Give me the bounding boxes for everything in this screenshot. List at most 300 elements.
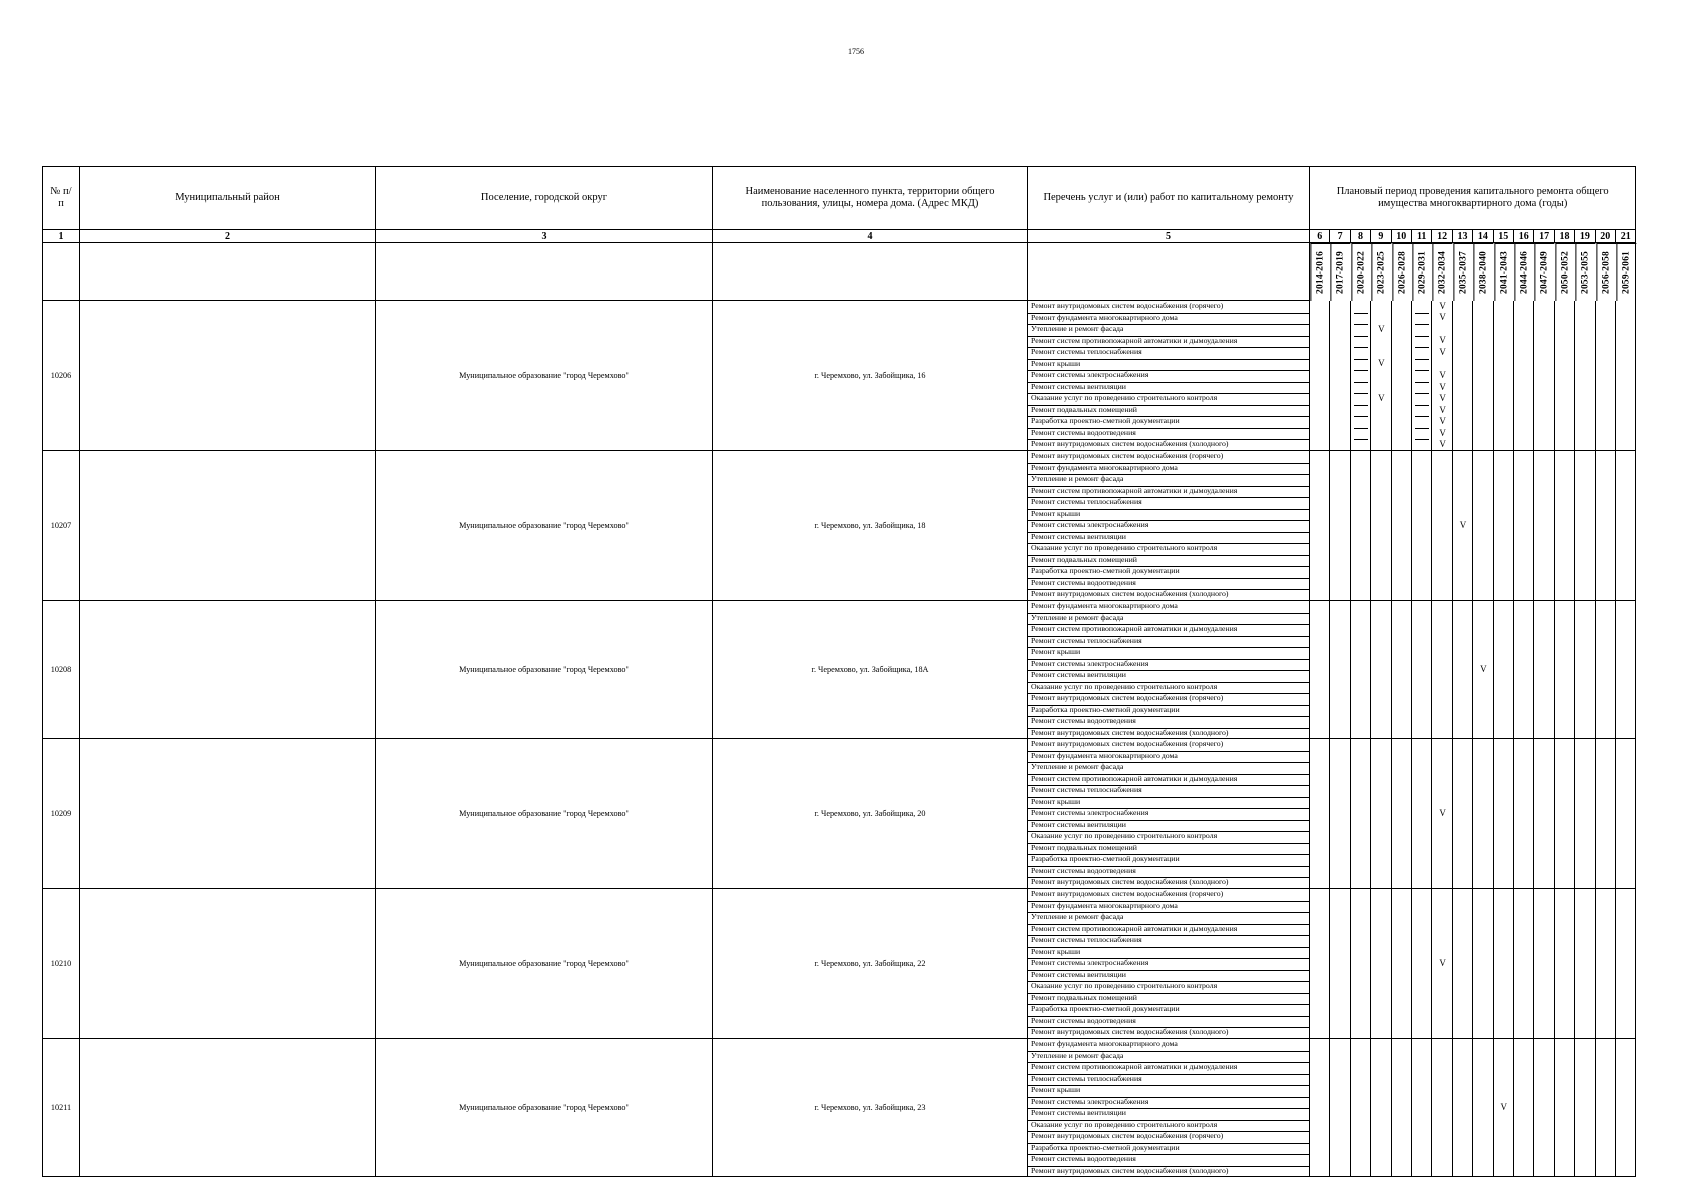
mark-divider: [1354, 382, 1368, 383]
work-divider: [1028, 762, 1309, 763]
work-divider: [1028, 1108, 1309, 1109]
period-cell: [1494, 451, 1514, 601]
period-cell: [1412, 889, 1432, 1039]
header-text: Наименование населенного пункта, территории общего пользования, улицы, номера дома. (Адрес МКД): [745, 186, 995, 209]
work-divider: [1028, 393, 1309, 394]
address-text: г. Черемхово, ул. Забойщика, 18: [814, 521, 926, 530]
row-number: [43, 601, 80, 739]
row-number-text: 10211: [50, 1103, 72, 1112]
work-item: Ремонт подвальных помещений: [1031, 404, 1137, 414]
period-cell: [1494, 601, 1514, 739]
column-number-text: 5: [1166, 230, 1171, 242]
column-number: [1371, 230, 1391, 243]
column-number: [1575, 230, 1595, 243]
column-number-text: 18: [1559, 230, 1570, 242]
period-cell: [1473, 889, 1493, 1039]
address-text: г. Черемхово, ул. Забойщика, 16: [814, 371, 926, 380]
work-divider: [1028, 589, 1309, 590]
work-item: Утепление и ремонт фасада: [1031, 612, 1124, 622]
period-cell: [1534, 1039, 1554, 1177]
period-cell: [1596, 301, 1616, 451]
period-cell: [1616, 301, 1636, 451]
work-divider: [1028, 877, 1309, 878]
work-divider: [1028, 486, 1309, 487]
work-item: Ремонт внутридомовых систем водоснабжения (холодного): [1031, 589, 1229, 599]
work-divider: [1028, 520, 1309, 521]
work-divider: [1028, 359, 1309, 360]
work-divider: [1028, 416, 1309, 417]
work-item: Ремонт внутридомовых систем водоснабжения (холодного): [1031, 877, 1229, 887]
period-label-text: 2050-2052: [1560, 251, 1571, 294]
mark-divider: [1354, 313, 1368, 314]
work-item: Ремонт системы вентиляции: [1031, 1108, 1126, 1117]
work-divider: [1028, 1131, 1309, 1132]
work-item: Ремонт внутридомовых систем водоснабжения (холодного): [1031, 727, 1229, 737]
period-cell: [1351, 889, 1371, 1039]
works-list: [1028, 739, 1310, 889]
period-cell: [1310, 1039, 1330, 1177]
address-cell: [713, 451, 1028, 601]
period-cell: [1555, 451, 1575, 601]
mark-divider: [1415, 359, 1429, 360]
period-header-blank: [1028, 243, 1310, 301]
schedule-mark: V: [1378, 393, 1385, 404]
header-col2: [80, 167, 376, 230]
settlement-cell: [376, 301, 713, 451]
period-label: [1392, 243, 1412, 301]
work-item: Ремонт крыши: [1031, 508, 1081, 518]
work-item: Ремонт системы электроснабжения: [1031, 958, 1149, 968]
period-label: [1514, 243, 1534, 301]
period-cell: [1310, 301, 1330, 451]
work-divider: [1028, 1016, 1309, 1017]
column-number-text: 3: [541, 230, 547, 242]
period-label: [1453, 243, 1473, 301]
header-col5: [1028, 167, 1310, 230]
work-item: Разработка проектно-сметной документации: [1031, 1142, 1180, 1152]
mark-divider: [1415, 313, 1429, 314]
schedule-mark: V: [1439, 335, 1446, 346]
address-text: г. Черемхово, ул. Забойщика, 23: [814, 1103, 926, 1112]
period-cell: [1616, 601, 1636, 739]
period-cell: [1575, 889, 1595, 1039]
column-number: [1392, 230, 1412, 243]
mark-divider: [1415, 324, 1429, 325]
period-cell: [1371, 601, 1391, 739]
work-divider: [1028, 509, 1309, 510]
period-cell: [1392, 739, 1412, 889]
work-item: Ремонт системы теплоснабжения: [1031, 1073, 1142, 1083]
work-item: Ремонт системы вентиляции: [1031, 969, 1126, 979]
period-cell: [1453, 601, 1473, 739]
work-item: Разработка проектно-сметной документации: [1031, 704, 1180, 714]
mark-divider: [1415, 428, 1429, 429]
period-cell: [1453, 739, 1473, 889]
row-number-text: 10208: [50, 665, 72, 674]
district-cell: [80, 451, 376, 601]
mark-divider: [1354, 347, 1368, 348]
work-item: Ремонт систем противопожарной автоматики и дымоудаления: [1031, 773, 1238, 783]
work-divider: [1028, 935, 1309, 936]
period-label-text: 2053-2055: [1580, 251, 1591, 294]
work-divider: [1028, 981, 1309, 982]
schedule-mark: V: [1480, 664, 1487, 674]
work-divider: [1028, 428, 1309, 429]
work-divider: [1028, 659, 1309, 660]
work-item: Ремонт системы теплоснабжения: [1031, 935, 1142, 945]
work-item: Утепление и ремонт фасада: [1031, 324, 1124, 334]
address-text: г. Черемхово, ул. Забойщика, 20: [814, 809, 926, 818]
period-cell: [1432, 601, 1452, 739]
period-header-blank: [713, 243, 1028, 301]
period-cell: [1310, 739, 1330, 889]
work-divider: [1028, 1166, 1309, 1167]
header-text: Муниципальный район: [175, 192, 280, 203]
schedule-mark: V: [1459, 520, 1467, 530]
works-list: [1028, 601, 1310, 739]
work-item: Оказание услуг по проведению строительного контроля: [1031, 543, 1218, 553]
settlement-text: Муниципальное образование "город Черемхово": [459, 521, 629, 530]
period-cell: [1575, 601, 1595, 739]
address-cell: [713, 601, 1028, 739]
work-item: Утепление и ремонт фасада: [1031, 474, 1124, 484]
period-cell: [1330, 739, 1350, 889]
period-cell: [1555, 601, 1575, 739]
work-item: Ремонт внутридомовых систем водоснабжения (горячего): [1031, 1131, 1224, 1140]
work-item: Оказание услуг по проведению строительного контроля: [1031, 393, 1218, 403]
period-cell: [1310, 451, 1330, 601]
period-cell: [1534, 889, 1554, 1039]
work-item: Утепление и ремонт фасада: [1031, 1050, 1124, 1060]
period-cell: [1575, 1039, 1595, 1177]
address-text: г. Черемхово, ул. Забойщика, 22: [814, 959, 926, 968]
mark-divider: [1354, 439, 1368, 440]
work-divider: [1028, 636, 1309, 637]
period-label: [1596, 243, 1616, 301]
mark-divider: [1354, 428, 1368, 429]
work-divider: [1028, 474, 1309, 475]
schedule-mark: V: [1439, 958, 1446, 968]
column-number-text: 9: [1378, 230, 1384, 242]
work-divider: [1028, 705, 1309, 706]
schedule-mark: V: [1439, 416, 1446, 427]
schedule-mark: V: [1439, 370, 1446, 380]
period-cell: [1371, 739, 1391, 889]
work-divider: [1028, 439, 1309, 440]
work-item: Ремонт внутридомовых систем водоснабжения (горячего): [1031, 739, 1224, 748]
column-number: [1473, 230, 1493, 243]
work-divider: [1028, 1097, 1309, 1098]
period-cell: [1494, 301, 1514, 451]
mark-divider: [1415, 336, 1429, 337]
column-number-text: 16: [1518, 230, 1529, 242]
work-item: Ремонт крыши: [1031, 796, 1081, 806]
period-cell: [1371, 1039, 1391, 1177]
work-divider: [1028, 947, 1309, 948]
work-item: Ремонт системы водоотведения: [1031, 865, 1136, 875]
address-cell: [713, 739, 1028, 889]
work-item: Ремонт фундамента многоквартирного дома: [1031, 750, 1178, 760]
row-number: [43, 451, 80, 601]
period-cell: [1514, 451, 1534, 601]
period-cell: [1555, 1039, 1575, 1177]
work-divider: [1028, 843, 1309, 844]
column-number: [43, 230, 80, 243]
mark-divider: [1415, 347, 1429, 348]
period-cell: [1351, 739, 1371, 889]
column-number: [1412, 230, 1432, 243]
mark-divider: [1354, 324, 1368, 325]
period-cell: [1392, 1039, 1412, 1177]
work-divider: [1028, 716, 1309, 717]
column-number: [1616, 230, 1636, 243]
period-label-text: 2041-2043: [1499, 251, 1510, 294]
work-item: Ремонт крыши: [1031, 647, 1081, 656]
period-cell: [1330, 451, 1350, 601]
mark-divider: [1354, 416, 1368, 417]
schedule-mark: V: [1378, 358, 1385, 369]
mark-divider: [1354, 405, 1368, 406]
work-divider: [1028, 970, 1309, 971]
work-item: Ремонт подвальных помещений: [1031, 992, 1137, 1002]
header-text: № п/п: [50, 186, 72, 209]
period-label-text: 2026-2028: [1397, 251, 1408, 294]
row-number: [43, 889, 80, 1039]
settlement-text: Муниципальное образование "город Черемхово": [459, 1103, 629, 1112]
settlement-text: Муниципальное образование "город Черемхово": [459, 959, 629, 968]
work-item: Ремонт крыши: [1031, 1085, 1081, 1094]
work-item: Ремонт системы электроснабжения: [1031, 808, 1149, 818]
period-cell: [1453, 1039, 1473, 1177]
work-divider: [1028, 1004, 1309, 1005]
period-label: [1473, 243, 1493, 301]
period-label-text: 2038-2040: [1478, 251, 1489, 294]
column-number-text: 6: [1317, 230, 1323, 242]
work-item: Ремонт системы электроснабжения: [1031, 1096, 1149, 1106]
mark-divider: [1415, 416, 1429, 417]
period-cell: [1412, 451, 1432, 601]
work-divider: [1028, 463, 1309, 464]
column-number-text: 15: [1498, 230, 1509, 242]
work-item: Оказание услуг по проведению строительного контроля: [1031, 981, 1218, 991]
period-cell: [1432, 451, 1452, 601]
work-item: Ремонт системы теплоснабжения: [1031, 497, 1142, 507]
work-divider: [1028, 624, 1309, 625]
settlement-cell: [376, 739, 713, 889]
period-cell: [1534, 739, 1554, 889]
work-divider: [1028, 820, 1309, 821]
period-cell: [1412, 601, 1432, 739]
work-item: Ремонт системы водоотведения: [1031, 716, 1136, 725]
work-item: Ремонт внутридомовых систем водоснабжения (холодного): [1031, 1165, 1229, 1175]
period-cell: [1371, 889, 1391, 1039]
work-item: Утепление и ремонт фасада: [1031, 912, 1124, 922]
work-divider: [1028, 831, 1309, 832]
schedule-mark: V: [1439, 439, 1446, 450]
period-cell: [1575, 739, 1595, 889]
work-divider: [1028, 578, 1309, 579]
page-number: 1756: [848, 47, 864, 56]
period-header-blank: [80, 243, 376, 301]
period-label: [1351, 243, 1371, 301]
work-item: Ремонт фундамента многоквартирного дома: [1031, 900, 1178, 910]
mark-divider: [1415, 382, 1429, 383]
district-cell: [80, 301, 376, 451]
work-item: Ремонт системы вентиляции: [1031, 531, 1126, 541]
work-item: Разработка проектно-сметной документации: [1031, 416, 1180, 426]
work-item: Ремонт системы вентиляции: [1031, 819, 1126, 829]
schedule-mark: V: [1439, 312, 1446, 323]
period-cell: [1596, 601, 1616, 739]
work-divider: [1028, 347, 1309, 348]
work-item: Ремонт крыши: [1031, 946, 1081, 956]
work-item: Ремонт внутридомовых систем водоснабжения (горячего): [1031, 889, 1224, 898]
period-cell: [1412, 739, 1432, 889]
work-item: Ремонт фундамента многоквартирного дома: [1031, 1039, 1178, 1048]
work-divider: [1028, 958, 1309, 959]
work-divider: [1028, 405, 1309, 406]
column-number: [1494, 230, 1514, 243]
column-number: [1534, 230, 1554, 243]
period-cell: [1330, 601, 1350, 739]
period-cell: [1514, 301, 1534, 451]
row-number-text: 10209: [50, 809, 72, 818]
work-divider: [1028, 555, 1309, 556]
period-label-text: 2023-2025: [1376, 251, 1387, 294]
address-cell: [713, 889, 1028, 1039]
settlement-text: Муниципальное образование "город Черемхово": [459, 371, 629, 380]
settlement-cell: [376, 601, 713, 739]
settlement-cell: [376, 451, 713, 601]
period-cell: [1514, 889, 1534, 1039]
schedule-mark: V: [1439, 404, 1446, 415]
column-number: [1514, 230, 1534, 243]
period-cell: [1555, 301, 1575, 451]
period-cell: [1596, 739, 1616, 889]
mark-divider: [1354, 393, 1368, 394]
period-cell: [1616, 739, 1636, 889]
work-divider: [1028, 324, 1309, 325]
column-number-text: 8: [1357, 230, 1363, 242]
period-cell: [1534, 601, 1554, 739]
work-item: Разработка проектно-сметной документации: [1031, 566, 1180, 576]
work-item: Оказание услуг по проведению строительного контроля: [1031, 831, 1218, 841]
row-number: [43, 739, 80, 889]
work-divider: [1028, 682, 1309, 683]
column-number-text: 14: [1477, 230, 1488, 242]
mark-divider: [1354, 359, 1368, 360]
work-item: Ремонт систем противопожарной автоматики и дымоудаления: [1031, 485, 1238, 495]
period-cell: [1473, 301, 1493, 451]
work-item: Ремонт системы теплоснабжения: [1031, 347, 1142, 357]
column-number: [1432, 230, 1452, 243]
period-cell: [1310, 601, 1330, 739]
period-header-blank: [43, 243, 80, 301]
mark-divider: [1354, 336, 1368, 337]
period-cell: [1392, 601, 1412, 739]
row-number-text: 10210: [50, 959, 72, 968]
period-label: [1616, 243, 1636, 301]
column-number: [80, 230, 376, 243]
period-cell: [1596, 889, 1616, 1039]
column-number-text: 12: [1437, 230, 1448, 242]
period-label: [1432, 243, 1452, 301]
column-number-text: 4: [867, 230, 873, 242]
period-cell: [1616, 1039, 1636, 1177]
work-item: Ремонт подвальных помещений: [1031, 842, 1137, 852]
column-number: [1555, 230, 1575, 243]
work-divider: [1028, 670, 1309, 671]
period-cell: [1330, 1039, 1350, 1177]
district-cell: [80, 1039, 376, 1177]
period-cell: [1514, 739, 1534, 889]
header-text: Плановый период проведения капитального ремонта общего имущества многоквартирного дома (годы): [1336, 186, 1609, 209]
address-cell: [713, 1039, 1028, 1177]
work-item: Ремонт системы водоотведения: [1031, 1015, 1136, 1025]
column-number-text: 11: [1416, 230, 1427, 242]
period-cell: [1453, 889, 1473, 1039]
column-number-text: 7: [1337, 230, 1343, 242]
work-divider: [1028, 774, 1309, 775]
column-number-text: 19: [1579, 230, 1590, 242]
column-number-text: 13: [1457, 230, 1468, 242]
column-number: [1596, 230, 1616, 243]
period-cell: [1412, 1039, 1432, 1177]
period-label: [1330, 243, 1350, 301]
work-item: Ремонт системы электроснабжения: [1031, 520, 1149, 530]
header-col3: [376, 167, 713, 230]
row-number-text: 10206: [50, 371, 72, 380]
work-divider: [1028, 924, 1309, 925]
work-divider: [1028, 1027, 1309, 1028]
work-item: Ремонт фундамента многоквартирного дома: [1031, 312, 1178, 322]
period-label-text: 2014-2016: [1315, 251, 1326, 294]
row-number: [43, 301, 80, 451]
period-label: [1371, 243, 1391, 301]
mark-divider: [1354, 370, 1368, 371]
work-item: Ремонт фундамента многоквартирного дома: [1031, 462, 1178, 472]
works-list: [1028, 301, 1310, 451]
work-item: Ремонт систем противопожарной автоматики и дымоудаления: [1031, 1062, 1238, 1071]
period-label-text: 2035-2037: [1458, 251, 1469, 294]
schedule-mark: V: [1439, 346, 1446, 357]
schedule-mark: V: [1500, 1102, 1508, 1112]
work-divider: [1028, 854, 1309, 855]
column-number: [1453, 230, 1473, 243]
work-item: Оказание услуг по проведению строительного контроля: [1031, 1119, 1218, 1129]
work-item: Ремонт внутридомовых систем водоснабжения (холодного): [1031, 439, 1229, 449]
works-list: [1028, 1039, 1310, 1177]
work-item: Ремонт системы электроснабжения: [1031, 658, 1149, 668]
period-label-text: 2032-2034: [1438, 251, 1449, 294]
work-item: Ремонт системы водоотведения: [1031, 577, 1136, 587]
schedule-mark: V: [1378, 323, 1385, 334]
schedule-mark: V: [1439, 393, 1446, 404]
column-number: [1310, 230, 1330, 243]
address-text: г. Черемхово, ул. Забойщика, 18А: [811, 665, 929, 674]
settlement-cell: [376, 889, 713, 1039]
period-label: [1412, 243, 1432, 301]
row-number-text: 10207: [50, 521, 72, 530]
period-label-text: 2020-2022: [1356, 251, 1367, 294]
period-label: [1575, 243, 1595, 301]
period-cell: [1534, 301, 1554, 451]
works-list: [1028, 889, 1310, 1039]
district-cell: [80, 739, 376, 889]
period-cell: [1330, 301, 1350, 451]
work-item: Ремонт внутридомовых систем водоснабжения (горячего): [1031, 451, 1224, 460]
work-divider: [1028, 647, 1309, 648]
